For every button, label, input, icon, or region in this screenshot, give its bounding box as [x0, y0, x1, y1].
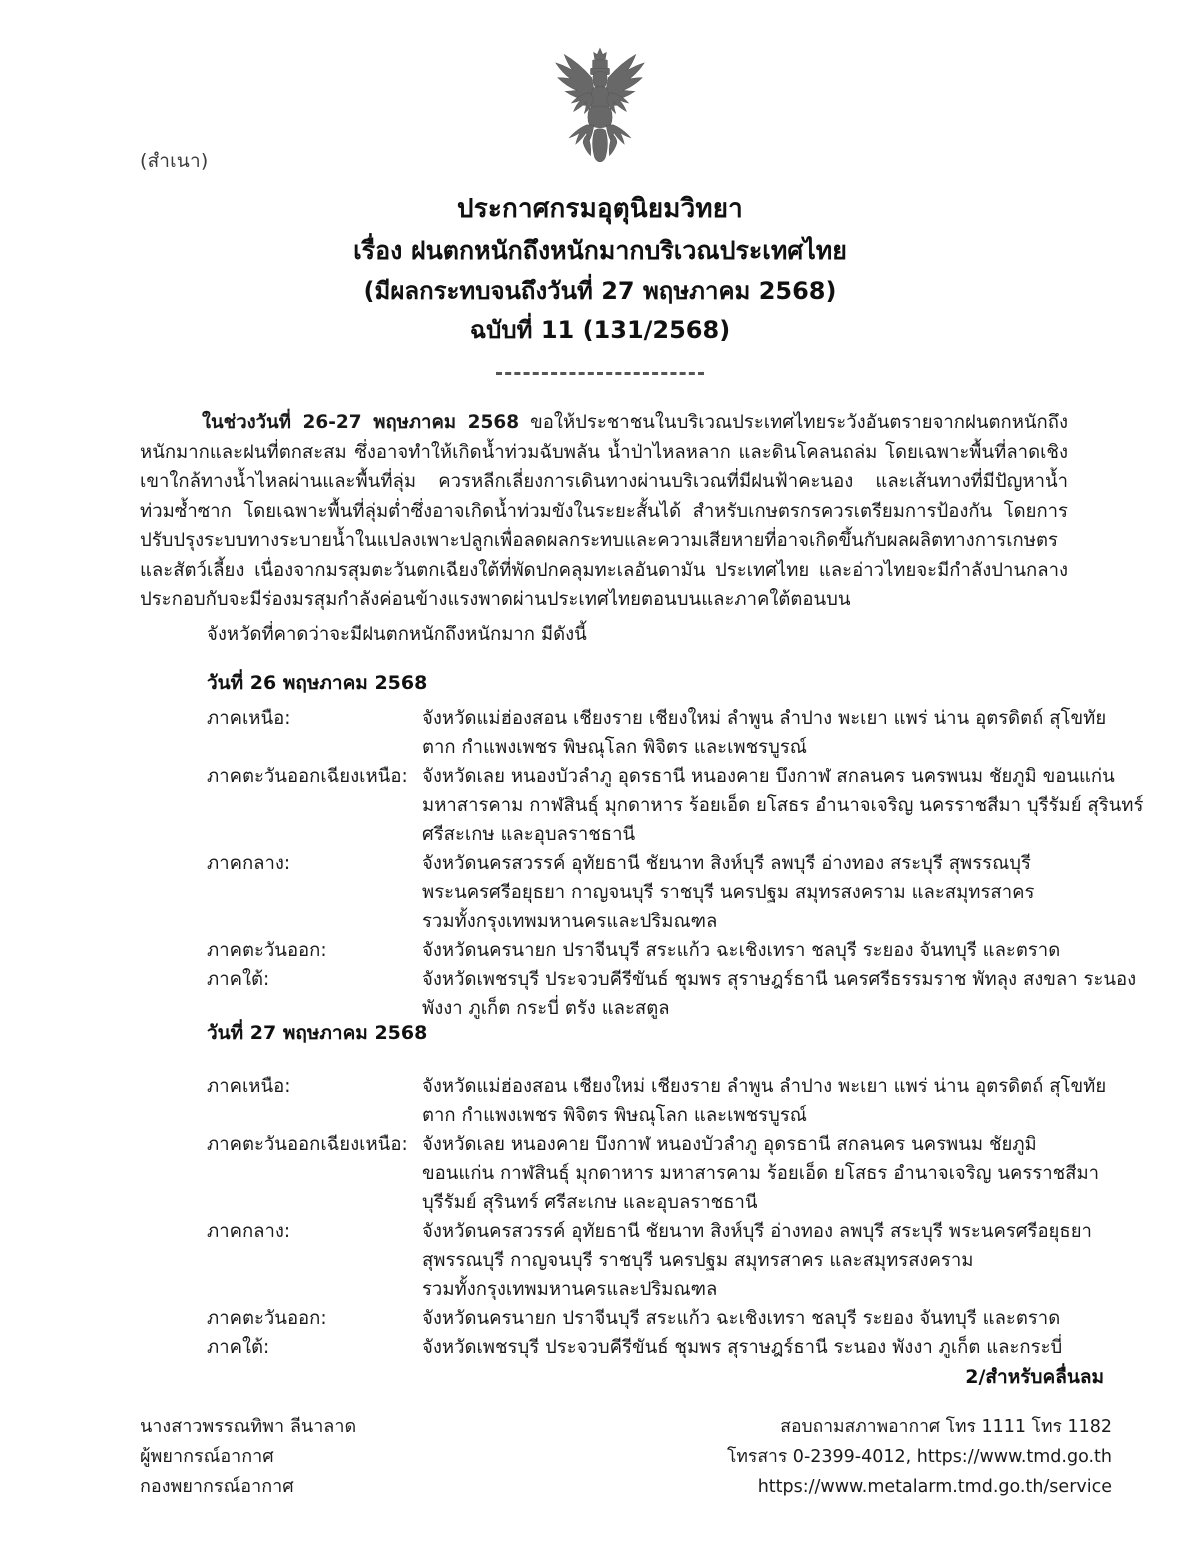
region-label: ภาคเหนือ:	[207, 1076, 291, 1097]
province-line: ศรีสะเกษ และอุบลราชธานี	[422, 824, 636, 845]
body-lead: ในช่วงวันที่ 26-27 พฤษภาคม 2568	[202, 412, 520, 433]
region-label: ภาคกลาง:	[207, 1221, 291, 1242]
region-provinces	[422, 849, 1087, 936]
region-label: ภาคตะวันออก:	[207, 1308, 327, 1329]
region-provinces	[422, 762, 1143, 849]
copy-mark: (สำเนา)	[140, 150, 209, 172]
day-heading: วันที่ 26 พฤษภาคม 2568	[207, 672, 428, 694]
province-line: จังหวัดเลย หนองคาย บึงกาฬ หนองบัวลำภู อุดรธานี สกลนคร นครพนม ชัยภูมิ	[422, 1134, 1037, 1155]
effective-date-line: (มีผลกระทบจนถึงวันที่ 27 พฤษภาคม 2568)	[363, 276, 837, 305]
signature-block	[140, 1412, 356, 1502]
section-spacer	[207, 1054, 1087, 1072]
region-row	[207, 1217, 1092, 1304]
contact-fax-and-website: โทรสาร 0-2399-4012, https://www.tmd.go.th	[727, 1447, 1112, 1467]
region-row	[207, 762, 1144, 849]
region-row	[207, 704, 1107, 762]
province-line: จังหวัดนครสวรรค์ อุทัยธานี ชัยนาท สิงห์บุรี อ่างทอง ลพบุรี สระบุรี พระนครศรีอยุธยา	[422, 1221, 1092, 1242]
province-line: บุรีรัมย์ สุรินทร์ ศรีสะเกษ และอุบลราชธานี	[422, 1192, 758, 1213]
title-block	[0, 190, 1200, 375]
garuda-emblem	[537, 42, 663, 166]
region-row	[207, 965, 1137, 1023]
region-label: ภาคตะวันออกเฉียงเหนือ:	[207, 1134, 408, 1155]
province-line: พระนครศรีอยุธยา กาญจนบุรี ราชบุรี นครปฐม สมุทรสงคราม และสมุทรสาคร	[422, 882, 1035, 903]
province-line: พังงา ภูเก็ต กระบี่ ตรัง และสตูล	[422, 998, 670, 1019]
day-heading: วันที่ 27 พฤษภาคม 2568	[207, 1022, 428, 1044]
province-line: ตาก กำแพงเพชร พิษณุโลก พิจิตร และเพชรบูรณ์	[422, 737, 807, 758]
region-provinces	[422, 965, 1136, 1023]
province-line: รวมทั้งกรุงเทพมหานครและปริมณฑล	[422, 1279, 718, 1300]
region-provinces	[422, 1130, 1099, 1217]
body-paragraph	[140, 408, 1068, 615]
signer-title: ผู้พยากรณ์อากาศ	[140, 1446, 274, 1467]
province-line: จังหวัดนครนายก ปราจีนบุรี สระแก้ว ฉะเชิงเทรา ชลบุรี ระยอง จันทบุรี และตราด	[422, 940, 1061, 961]
subject-line: เรื่อง ฝนตกหนักถึงหนักมากบริเวณประเทศไทย	[353, 235, 847, 265]
region-row	[207, 936, 1087, 965]
province-line: ขอนแก่น กาฬสินธุ์ มุกดาหาร มหาสารคาม ร้อยเอ็ด ยโสธร อำนาจเจริญ นครราชสีมา	[422, 1163, 1100, 1184]
region-row	[207, 1072, 1107, 1130]
region-provinces	[422, 704, 1106, 762]
forecast-day-section	[207, 668, 1144, 1023]
region-label: ภาคตะวันออก:	[207, 940, 327, 961]
forecast-day-section	[207, 1018, 1107, 1362]
province-line: จังหวัดเลย หนองบัวลำภู อุดรธานี หนองคาย บึงกาฬ สกลนคร นครพนม ชัยภูมิ ขอนแก่น	[422, 766, 1115, 787]
region-row	[207, 849, 1087, 936]
issue-number-line: ฉบับที่ 11 (131/2568)	[469, 315, 731, 344]
region-row	[207, 1130, 1100, 1217]
province-line: จังหวัดนครสวรรค์ อุทัยธานี ชัยนาท สิงห์บุรี ลพบุรี อ่างทอง สระบุรี สุพรรณบุรี	[422, 853, 1031, 874]
body-text: ขอให้ประชาชนในบริเวณประเทศไทยระวังอันตรายจากฝนตกหนักถึงหนักมากและฝนที่ตกสะสม ซึ่งอาจทำให้เกิดน้ำท่วมฉับพลัน น้ำป่าไหลหลาก และดินโคลนถล่ม โดยเฉพาะพื้นที่ลาดเชิงเขาใกล้ทางน้ำไหลผ่านและพื้นที่ลุ่ม ควรหลีกเลี่ยงการเดินทางผ่านบริเวณที่มีฝนฟ้าคะนอง และเส้นทางที่มีปัญหาน้ำท่วมซ้ำซาก โดยเฉพาะพื้นที่ลุ่มต่ำซึ่งอาจเกิดน้ำท่วมขังในระยะสั้นได้ สำหรับเกษตรกรควรเตรียมการป้องกัน โดยการปรับปรุงระบบทางระบายน้ำในแปลงเพาะปลูกเพื่อลดผลกระทบและความเสียหายที่อาจเกิดขึ้นกับผลผลิตทางการเกษตรและสัตว์เลี้ยง เนื่องจากมรสุมตะวันตกเฉียงใต้ที่พัดปกคลุมทะเลอันดามัน ประเทศไทย และอ่าวไทยจะมีกำลังปานกลาง ประกอบกับจะมีร่องมรสุมกำลังค่อนข้างแรงพาดผ่านประเทศไทยตอนบนและภาคใต้ตอนบน	[140, 412, 1068, 610]
region-label: ภาคเหนือ:	[207, 708, 291, 729]
region-row	[207, 1304, 1087, 1333]
contact-block	[727, 1412, 1112, 1502]
signer-division: กองพยากรณ์อากาศ	[140, 1476, 294, 1497]
region-label: ภาคกลาง:	[207, 853, 291, 874]
province-line: จังหวัดแม่ฮ่องสอน เชียงใหม่ เชียงราย ลำพูน ลำปาง พะเยา แพร่ น่าน อุตรดิตถ์ สุโขทัย	[422, 1076, 1107, 1097]
province-line: จังหวัดเพชรบุรี ประจวบคีรีขันธ์ ชุมพร สุราษฎร์ธานี นครศรีธรรมราช พัทลุง สงขลา ระนอง	[422, 969, 1137, 990]
page-title: ประกาศกรมอุตุนิยมวิทยา	[457, 194, 743, 224]
province-line: ตาก กำแพงเพชร พิจิตร พิษณุโลก และเพชรบูรณ์	[422, 1105, 807, 1126]
region-provinces	[422, 1217, 1092, 1304]
region-row	[207, 1333, 1087, 1362]
contact-service-url: https://www.metalarm.tmd.go.th/service	[757, 1477, 1112, 1497]
region-provinces	[422, 1304, 1087, 1333]
province-line: มหาสารคาม กาฬสินธุ์ มุกดาหาร ร้อยเอ็ด ยโสธร อำนาจเจริญ นครราชสีมา บุรีรัมย์ สุรินทร์	[422, 795, 1144, 816]
region-provinces	[422, 936, 1087, 965]
signer-name: นางสาวพรรณทิพา ลีนาลาด	[140, 1416, 357, 1437]
region-provinces	[422, 1333, 1087, 1362]
region-provinces	[422, 1072, 1106, 1130]
title-divider	[496, 372, 704, 375]
region-label: ภาคตะวันออกเฉียงเหนือ:	[207, 766, 408, 787]
region-label: ภาคใต้:	[207, 1337, 270, 1358]
province-line: จังหวัดนครนายก ปราจีนบุรี สระแก้ว ฉะเชิงเทรา ชลบุรี ระยอง จันทบุรี และตราด	[422, 1308, 1061, 1329]
province-line: จังหวัดแม่ฮ่องสอน เชียงราย เชียงใหม่ ลำพูน ลำปาง พะเยา แพร่ น่าน อุตรดิตถ์ สุโขทัย	[422, 708, 1107, 729]
region-label: ภาคใต้:	[207, 969, 270, 990]
province-line: จังหวัดเพชรบุรี ประจวบคีรีขันธ์ ชุมพร สุราษฎร์ธานี ระนอง พังงา ภูเก็ต และกระบี่	[422, 1337, 1063, 1358]
contact-phone: สอบถามสภาพอากาศ โทร 1111 โทร 1182	[780, 1417, 1112, 1437]
province-line: รวมทั้งกรุงเทพมหานครและปริมณฑล	[422, 911, 718, 932]
province-list-intro: จังหวัดที่คาดว่าจะมีฝนตกหนักถึงหนักมาก มีดังนี้	[207, 624, 587, 645]
province-line: สุพรรณบุรี กาญจนบุรี ราชบุรี นครปฐม สมุทรสาคร และสมุทรสงคราม	[422, 1250, 974, 1271]
continuation-note: 2/สำหรับคลื่นลม	[965, 1366, 1104, 1388]
